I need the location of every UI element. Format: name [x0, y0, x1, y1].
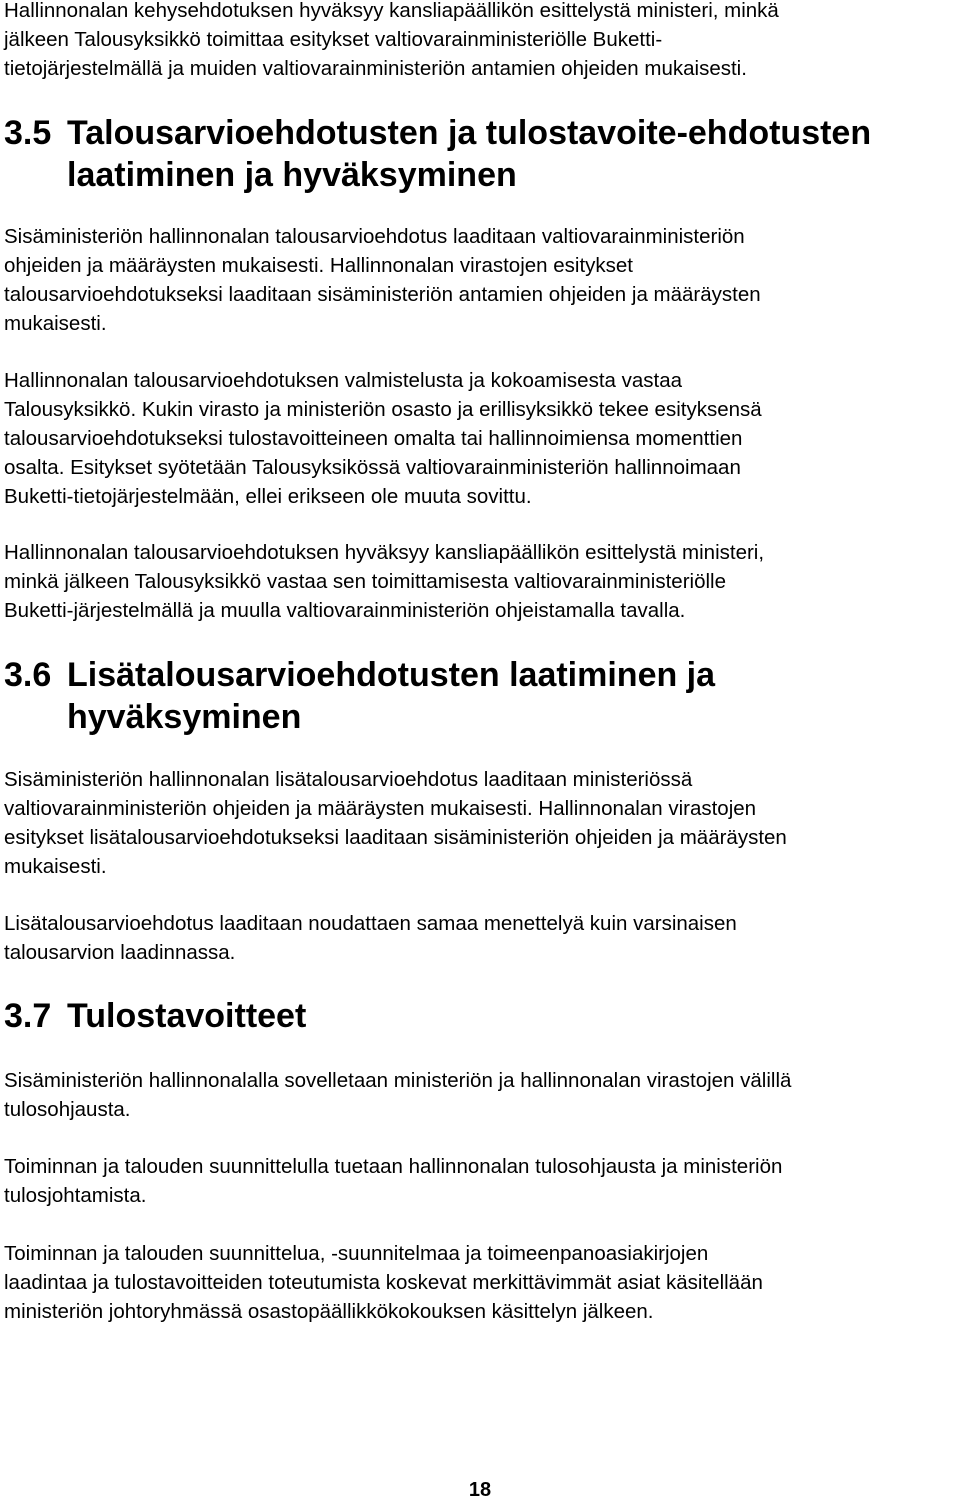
text-line: Hallinnonalan talousarvioehdotuksen hyväksyy kansliapäällikön esittelystä ministeri,	[4, 541, 765, 564]
section-title: laatiminen ja hyväksyminen	[67, 156, 517, 194]
text-line: ohjeiden ja määräysten mukaisesti. Hallinnonalan virastojen esitykset	[4, 254, 633, 277]
text-line: minkä jälkeen Talousyksikkö vastaa sen toimittamisesta valtiovarainministeriölle	[4, 570, 726, 593]
section-title: Tulostavoitteet	[67, 997, 307, 1035]
text-line: Sisäministeriön hallinnonalalla sovelletaan ministeriön ja hallinnonalan virastojen välillä	[4, 1069, 792, 1092]
section-3-6-paragraph-2	[4, 909, 737, 967]
text-line: Hallinnonalan talousarvioehdotuksen valmistelusta ja kokoamisesta vastaa	[4, 369, 683, 392]
text-line: jälkeen Talousyksikkö toimittaa esitykset valtiovarainministeriölle Buketti-	[4, 28, 663, 51]
text-line: Hallinnonalan kehysehdotuksen hyväksyy kansliapäällikön esittelystä ministeri, minkä	[4, 0, 779, 22]
section-number: 3.7	[4, 997, 52, 1035]
section-3-7-paragraph-1	[4, 1066, 791, 1124]
section-number: 3.6	[4, 656, 52, 694]
text-line: Toiminnan ja talouden suunnittelua, -suunnitelmaa ja toimeenpanoasiakirjojen	[4, 1242, 709, 1265]
text-line: ministeriön johtoryhmässä osastopäällikkökokouksen käsittelyn jälkeen.	[4, 1300, 654, 1323]
text-line: Toiminnan ja talouden suunnittelulla tuetaan hallinnonalan tulosohjausta ja ministeriön	[4, 1155, 783, 1178]
text-line: talousarvioehdotukseksi tulostavoitteineen omalta tai hallinnoimiensa momenttien	[4, 427, 743, 450]
text-line: Lisätalousarvioehdotus laaditaan noudattaen samaa menettelyä kuin varsinaisen	[4, 912, 737, 935]
text-line: talousarvion laadinnassa.	[4, 941, 236, 964]
text-line: Buketti-järjestelmällä ja muulla valtiovarainministeriön ohjeistamalla tavalla.	[4, 599, 686, 622]
text-line: mukaisesti.	[4, 312, 107, 335]
text-line: Sisäministeriön hallinnonalan lisätalousarvioehdotus laaditaan ministeriössä	[4, 768, 693, 791]
section-number: 3.5	[4, 114, 52, 152]
text-line: Talousyksikkö. Kukin virasto ja ministeriön osasto ja erillisyksikkö tekee esityksensä	[4, 398, 762, 421]
section-title: Talousarvioehdotusten ja tulostavoite-ehdotusten	[67, 114, 872, 152]
section-3-7-heading	[4, 995, 306, 1037]
section-3-7-paragraph-2	[4, 1152, 782, 1210]
text-line: osalta. Esitykset syötetään Talousyksikössä valtiovarainministeriön hallinnoimaan	[4, 456, 741, 479]
section-3-5-heading	[4, 112, 871, 196]
section-title: hyväksyminen	[67, 698, 302, 736]
section-3-5-paragraph-2	[4, 366, 762, 511]
section-3-5-paragraph-3	[4, 538, 764, 625]
intro-paragraph	[4, 0, 779, 83]
text-line: valtiovarainministeriön ohjeiden ja määräysten mukaisesti. Hallinnonalan virastojen	[4, 797, 757, 820]
section-3-5-paragraph-1	[4, 222, 761, 338]
page-number: 18	[468, 1479, 492, 1501]
text-line: esitykset lisätalousarvioehdotukseksi laaditaan sisäministeriön ohjeiden ja määräysten	[4, 826, 787, 849]
section-3-6-paragraph-1	[4, 765, 787, 881]
text-line: mukaisesti.	[4, 855, 107, 878]
text-line: tulosjohtamista.	[4, 1184, 147, 1207]
text-line: talousarvioehdotukseksi laaditaan sisäministeriön antamien ohjeiden ja määräysten	[4, 283, 761, 306]
text-line: Sisäministeriön hallinnonalan talousarvioehdotus laaditaan valtiovarainministeriön	[4, 225, 745, 248]
text-line: tietojärjestelmällä ja muiden valtiovarainministeriön antamien ohjeiden mukaisesti.	[4, 57, 747, 80]
text-line: Buketti-tietojärjestelmään, ellei erikseen ole muuta sovittu.	[4, 485, 532, 508]
section-title: Lisätalousarvioehdotusten laatiminen ja	[67, 656, 716, 694]
section-3-6-heading	[4, 654, 715, 738]
section-3-7-paragraph-3	[4, 1239, 763, 1326]
text-line: tulosohjausta.	[4, 1098, 131, 1121]
text-line: laadintaa ja tulostavoitteiden toteutumista koskevat merkittävimmät asiat käsitellään	[4, 1271, 763, 1294]
